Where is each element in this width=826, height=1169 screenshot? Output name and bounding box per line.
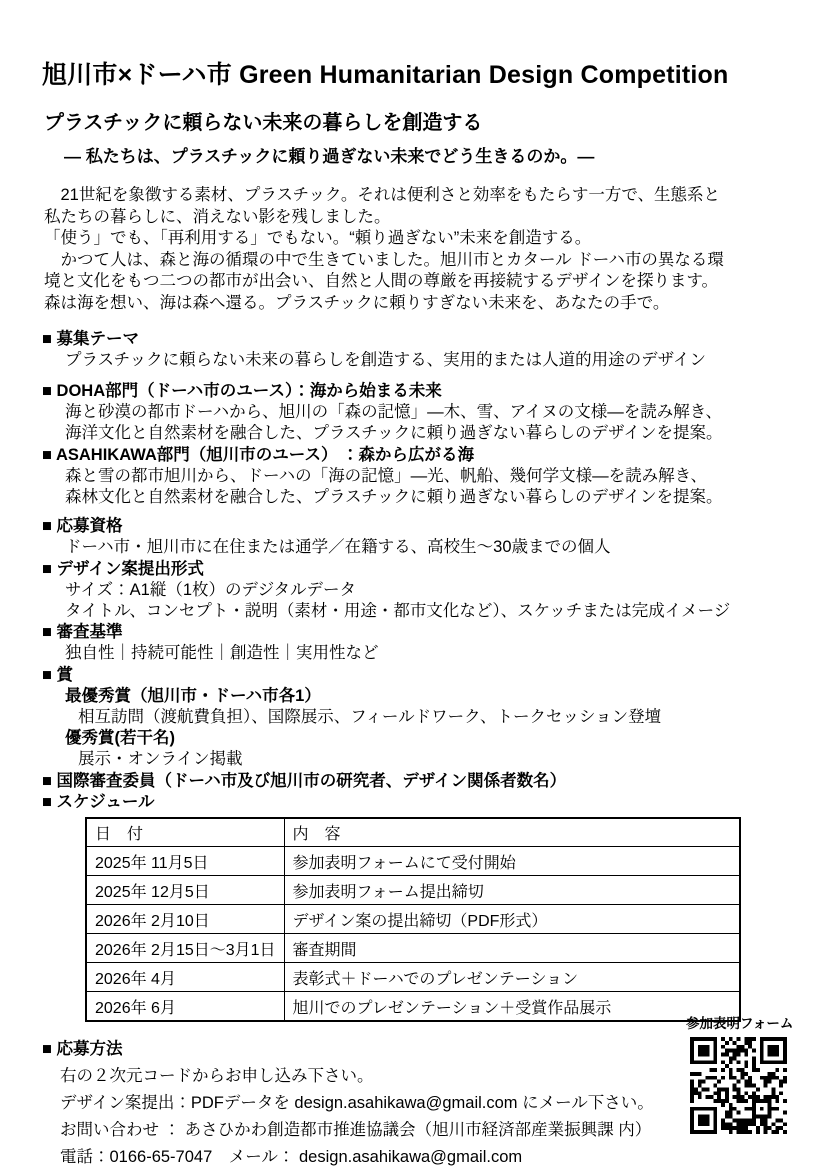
intro-paragraph — [44, 185, 790, 315]
schedule-date-cell: 2025年 11月5日 — [86, 847, 284, 876]
section-body-theme: プラスチックに頼らない未来の暮らしを創造する、実用的または人道的用途のデザイン — [65, 350, 707, 369]
schedule-content-cell: 審査期間 — [284, 934, 740, 963]
intro-line: 私たちの暮らしに、消えない影を残しました。 — [44, 207, 391, 226]
section-heading-prizes: ■ 賞 — [42, 665, 74, 684]
section-asahikawa — [42, 445, 790, 509]
prize-excellence-title: 優秀賞(若干名) — [65, 729, 175, 748]
section-body-format: サイズ：A1縦（1枚）のデジタルデータ — [65, 580, 357, 599]
intro-line: 境と文化をもつ二つの都市が出会い、自然と人間の尊厳を再接続するデザインを探ります。 — [44, 272, 719, 291]
schedule-table — [85, 817, 741, 1022]
table-row — [86, 847, 740, 876]
section-heading-apply: ■ 応募方法 — [42, 1040, 123, 1059]
prize-excellence-detail: 展示・オンライン掲載 — [78, 750, 243, 769]
page-subtitle: プラスチックに頼らない未来の暮らしを創造する — [44, 112, 483, 134]
schedule-date-cell: 2026年 2月10日 — [86, 905, 284, 934]
prize-grand-detail: 相互訪問（渡航費負担）、国際展示、フィールドワーク、トークセッション登壇 — [78, 708, 662, 727]
section-apply — [42, 1038, 790, 1169]
section-criteria — [42, 622, 790, 664]
schedule-header-content: 内 容 — [284, 818, 740, 847]
table-row — [86, 963, 740, 992]
section-body-format: タイトル、コンセプト・説明（素材・用途・都市文化など）、スケッチまたは完成イメージ — [65, 602, 731, 620]
section-theme — [42, 329, 790, 371]
section-schedule — [42, 792, 790, 813]
section-doha — [42, 381, 790, 445]
apply-line: お問い合わせ ： あさひかわ創造都市推進協議会（旭川市経済部産業振興課 内） — [60, 1121, 652, 1140]
section-format — [42, 559, 790, 623]
qr-label: 参加表明フォーム — [686, 1016, 794, 1031]
schedule-content-cell: デザイン案の提出締切（PDF形式） — [284, 905, 740, 934]
schedule-date-cell: 2025年 12月5日 — [86, 876, 284, 905]
schedule-date-cell: 2026年 6月 — [86, 992, 284, 1022]
section-prizes — [42, 665, 790, 771]
apply-line: 電話：0166-65-7047 メール： design.asahikawa@gmail.com — [60, 1148, 523, 1167]
schedule-date-cell: 2026年 2月15日～3月1日 — [86, 934, 284, 963]
schedule-content-cell: 参加表明フォームにて受付開始 — [284, 847, 740, 876]
section-heading-asahikawa: ■ ASAHIKAWA部門（旭川市のユース） ：森から広がる海 — [42, 445, 475, 464]
intro-line: 「使う」でも、「再利用する」でもない。“頼り過ぎない”未来を創造する。 — [44, 229, 592, 248]
section-heading-format: ■ デザイン案提出形式 — [42, 559, 204, 578]
table-row — [86, 905, 740, 934]
section-heading-criteria: ■ 審査基準 — [42, 623, 123, 642]
prize-grand-title: 最優秀賞（旭川市・ドーハ市各1） — [65, 686, 321, 705]
schedule-content-cell: 表彰式＋ドーハでのプレゼンテーション — [284, 963, 740, 992]
section-heading-schedule: ■ スケジュール — [42, 792, 155, 811]
section-jury — [42, 771, 790, 792]
table-row — [86, 934, 740, 963]
schedule-header-row — [86, 818, 740, 847]
tagline: ― 私たちは、プラスチックに頼り過ぎない未来でどう生きるのか。― — [64, 147, 595, 166]
qr-code — [690, 1037, 787, 1134]
section-heading-eligibility: ■ 応募資格 — [42, 517, 123, 536]
section-body-doha: 海洋文化と自然素材を融合した、プラスチックに頼り過ぎない暮らしのデザインを提案。 — [65, 424, 723, 443]
section-body-asahikawa: 森と雪の都市旭川から、ドーハの「海の記憶」―光、帆船、幾何学文様―を読み解き、 — [65, 466, 708, 485]
table-row — [86, 876, 740, 905]
section-heading-doha: ■ DOHA部門（ドーハ市のユース）：海から始まる未来 — [42, 381, 442, 400]
section-heading-jury: ■ 国際審査委員（ドーハ市及び旭川市の研究者、デザイン関係者数名） — [42, 771, 567, 790]
section-body-criteria: 独自性｜持続可能性｜創造性｜実用性など — [65, 644, 379, 663]
section-body-eligibility: ドーハ市・旭川市に在住または通学／在籍する、高校生～30歳までの個人 — [65, 538, 611, 557]
apply-line: 右の２次元コードからお申し込み下さい。 — [60, 1067, 374, 1086]
schedule-date-cell: 2026年 4月 — [86, 963, 284, 992]
qr-block — [686, 1012, 798, 1134]
page-title: 旭川市×ドーハ市 Green Humanitarian Design Competition — [42, 61, 729, 89]
table-row — [86, 992, 740, 1022]
intro-line: かつて人は、森と海の循環の中で生きていました。旭川市とカタール ドーハ市の異なる環 — [44, 250, 724, 269]
apply-line: デザイン案提出：PDFデータを design.asahikawa@gmail.com にメール下さい。 — [60, 1094, 654, 1113]
schedule-header-date: 日 付 — [86, 818, 284, 847]
intro-line: 21世紀を象徴する素材、プラスチック。それは便利さと効率をもたらす一方で、生態系と — [44, 186, 721, 204]
intro-line: 森は海を想い、海は森へ還る。プラスチックに頼りすぎない未来を、あなたの手で。 — [44, 293, 670, 312]
section-body-asahikawa: 森林文化と自然素材を融合した、プラスチックに頼り過ぎない暮らしのデザインを提案。 — [65, 487, 723, 506]
section-heading-theme: ■ 募集テーマ — [42, 329, 140, 348]
schedule-content-cell: 旭川でのプレゼンテーション＋受賞作品展示 — [284, 992, 740, 1022]
schedule-content-cell: 参加表明フォーム提出締切 — [284, 876, 740, 905]
section-body-doha: 海と砂漠の都市ドーハから、旭川の「森の記憶」―木、雪、アイヌの文様―を読み解き、 — [65, 403, 723, 422]
section-eligibility — [42, 516, 790, 558]
